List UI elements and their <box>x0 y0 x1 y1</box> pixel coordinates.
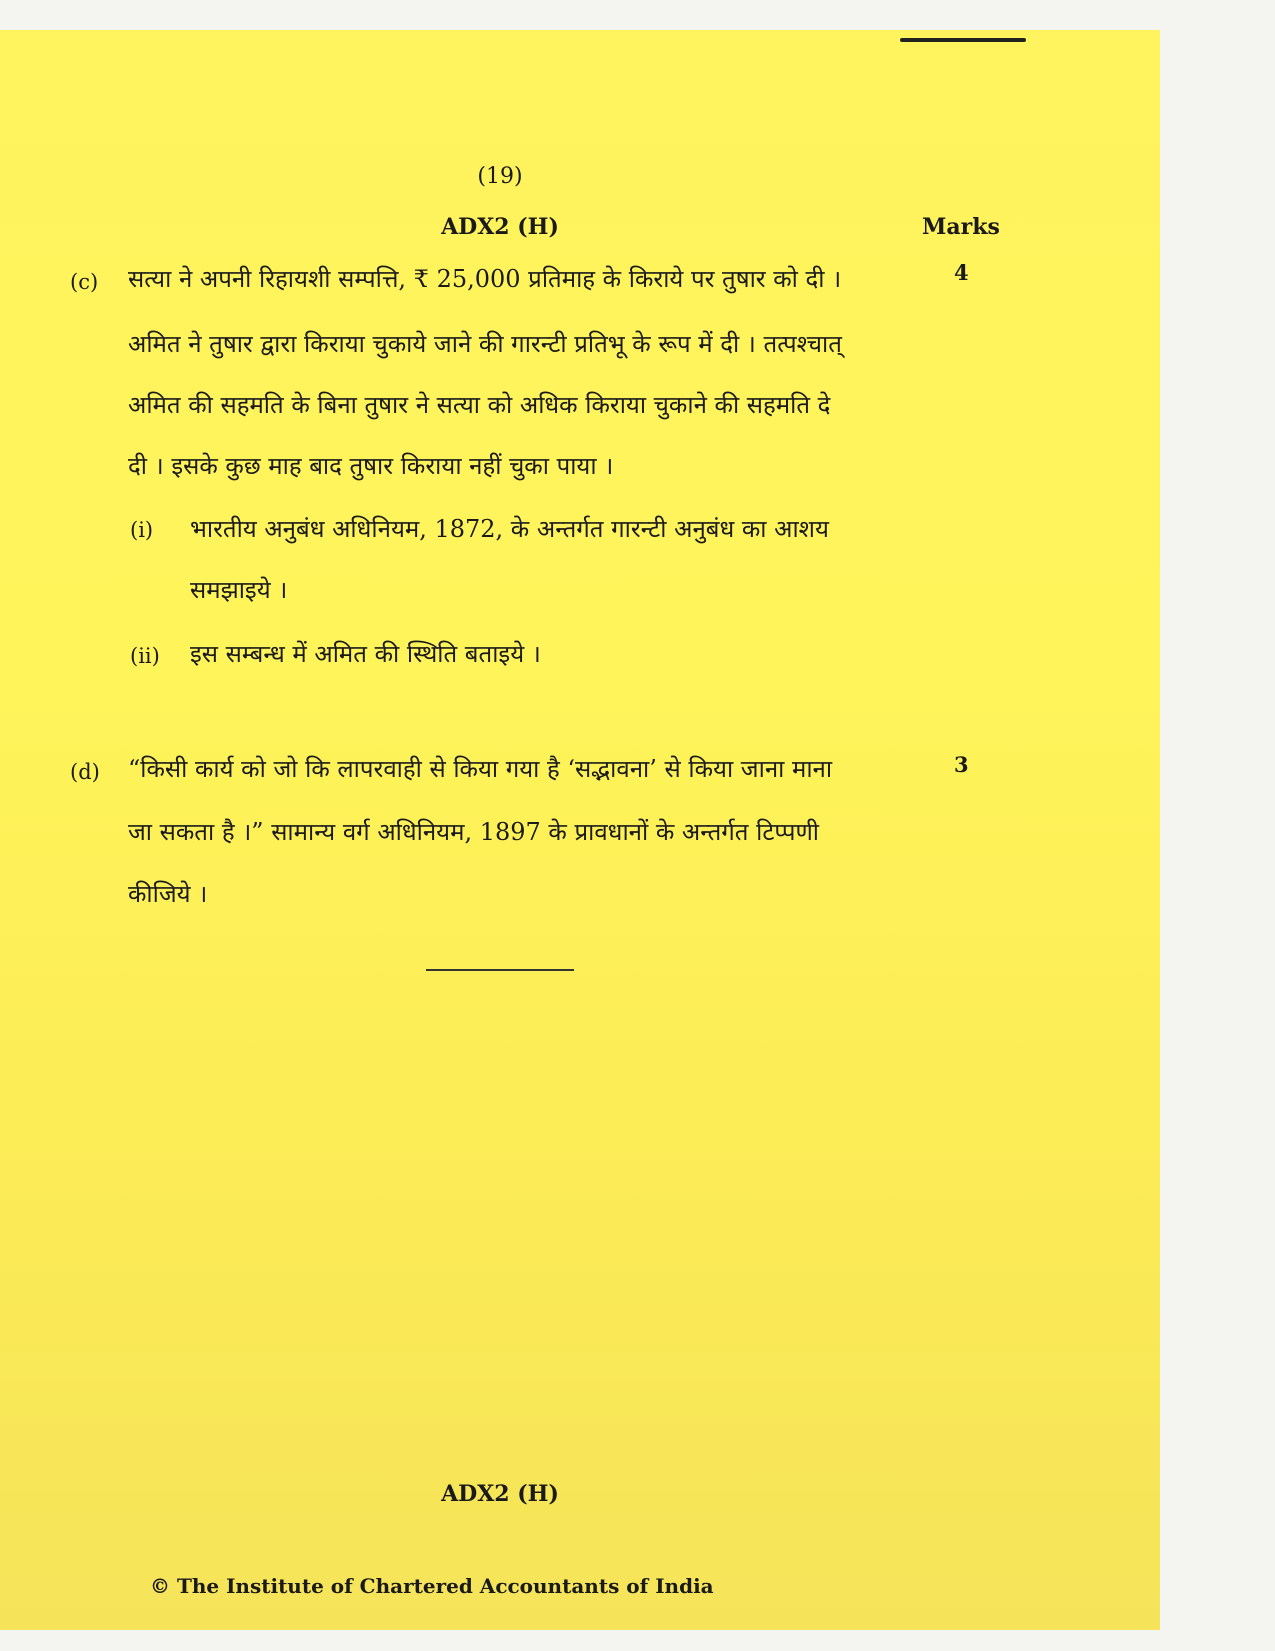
question-d-line-3: कीजिये । <box>128 880 208 908</box>
paper-code-header: ADX2 (H) <box>441 214 559 240</box>
question-d-line-1: “किसी कार्य को जो कि लापरवाही से किया गया है ‘सद्भावना’ से किया जाना माना <box>128 755 833 783</box>
subpart-i-label: (i) <box>130 518 154 542</box>
question-c-label: (c) <box>70 270 99 294</box>
question-d-label: (d) <box>70 760 100 784</box>
end-of-section-rule <box>426 969 574 971</box>
paper-code-footer: ADX2 (H) <box>441 1481 559 1507</box>
question-c-line-1: सत्या ने अपनी रिहायशी सम्पत्ति, ₹ 25,000 प्रतिमाह के किराये पर तुषार को दी । <box>128 265 842 293</box>
subpart-ii-line-1: इस सम्बन्ध में अमित की स्थिति बताइये । <box>190 640 541 668</box>
question-c-line-2: अमित ने तुषार द्वारा किराया चुकाये जाने की गारन्टी प्रतिभू के रूप में दी । तत्पश्चात् <box>128 330 842 358</box>
copyright-notice: © The Institute of Chartered Accountants of India <box>150 1574 714 1598</box>
page-number: (19) <box>477 164 523 189</box>
marks-column-heading: Marks <box>922 214 1000 240</box>
question-c-line-3: अमित की सहमति के बिना तुषार ने सत्या को अधिक किराया चुकाने की सहमति दे <box>128 391 831 419</box>
question-d-line-2: जा सकता है ।” सामान्य वर्ग अधिनियम, 1897 के प्रावधानों के अन्तर्गत टिप्पणी <box>128 818 820 846</box>
subpart-i-line-2: समझाइये । <box>190 576 288 604</box>
question-c-line-4: दी । इसके कुछ माह बाद तुषार किराया नहीं चुका पाया । <box>128 452 614 480</box>
subpart-ii-label: (ii) <box>130 644 160 668</box>
scan-mark <box>900 38 1026 42</box>
question-d-marks: 3 <box>954 752 969 777</box>
subpart-i-line-1: भारतीय अनुबंध अधिनियम, 1872, के अन्तर्गत गारन्टी अनुबंध का आशय <box>190 515 829 543</box>
question-c-marks: 4 <box>954 260 969 285</box>
